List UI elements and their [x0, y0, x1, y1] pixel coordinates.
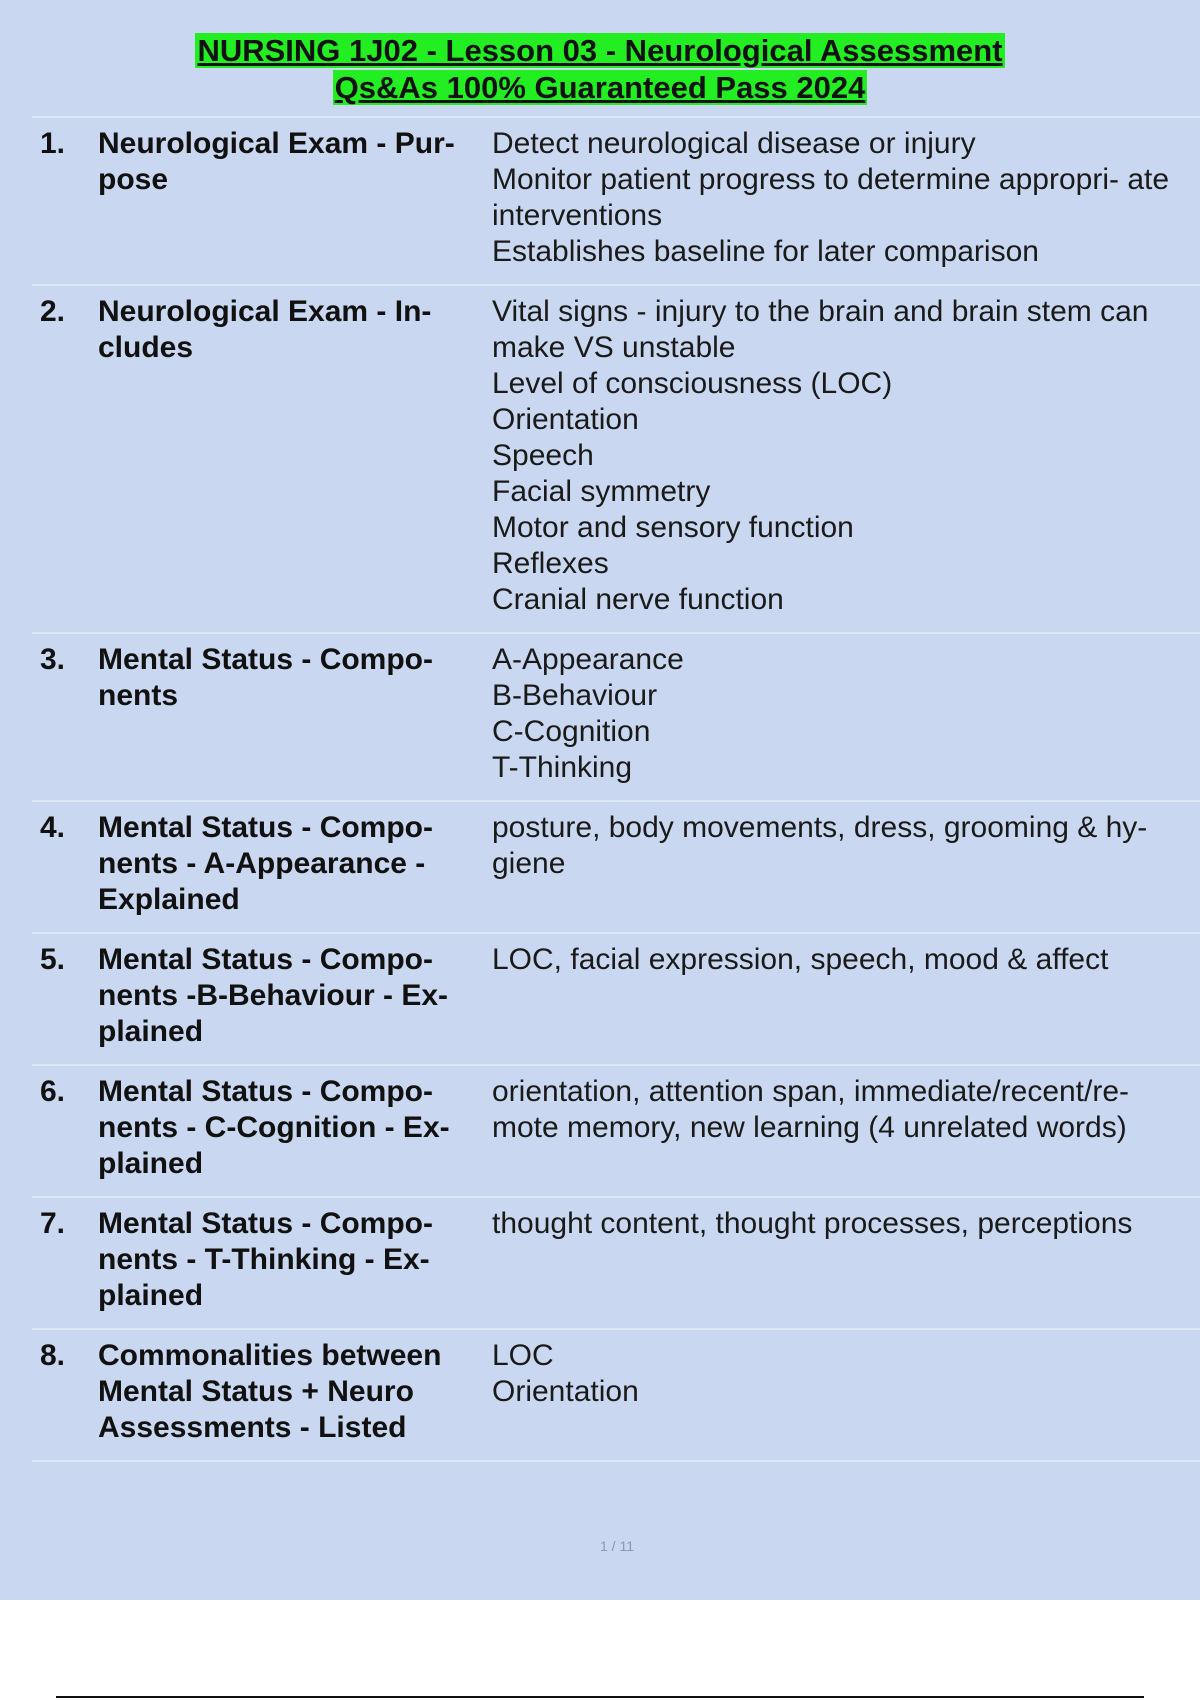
card-number: 6. — [40, 1075, 66, 1108]
flashcard-row — [32, 1328, 1200, 1462]
definition-line: B-Behaviour — [492, 679, 658, 712]
card-term: Neurological Exam - In- cludes — [98, 295, 432, 364]
card-number: 1. — [40, 127, 66, 160]
document-title — [0, 32, 1200, 106]
flashcard-row — [32, 932, 1200, 1064]
card-definition — [492, 1206, 1192, 1314]
definition-line: Reflexes — [492, 547, 609, 580]
definition-line: Monitor patient progress to determine appropri- ate interventions — [492, 163, 1170, 232]
card-term: Mental Status - Compo- nents - T-Thinking - Ex- plained — [98, 1207, 433, 1312]
definition-line: Motor and sensory function — [492, 511, 854, 544]
card-definition — [492, 1338, 1192, 1446]
definition-line: Detect neurological disease or injury — [492, 127, 976, 160]
flashcard-list — [32, 116, 1200, 1462]
page-number: 1 / 11 — [600, 1538, 634, 1554]
page-divider — [56, 1696, 1144, 1698]
definition-line: thought content, thought processes, perceptions — [492, 1207, 1133, 1240]
flashcard-row — [32, 1196, 1200, 1328]
definition-line: Vital signs - injury to the brain and brain stem can make VS unstable — [492, 295, 1149, 364]
card-definition — [492, 810, 1192, 918]
card-term: Mental Status - Compo- nents — [98, 643, 433, 712]
card-term: Commonalities between Mental Status + Neuro Assessments - Listed — [98, 1339, 442, 1444]
card-number: 5. — [40, 943, 66, 976]
card-number: 7. — [40, 1207, 66, 1240]
definition-line: T-Thinking — [492, 751, 633, 784]
card-definition — [492, 1074, 1192, 1182]
definition-line: LOC, facial expression, speech, mood & affect — [492, 943, 1109, 976]
card-number: 3. — [40, 643, 66, 676]
flashcard-row — [32, 1064, 1200, 1196]
definition-line: Speech — [492, 439, 594, 472]
card-definition — [492, 126, 1192, 270]
card-number: 4. — [40, 811, 66, 844]
definition-line: posture, body movements, dress, grooming & hy- giene — [492, 811, 1148, 880]
title-line-2: Qs&As 100% Guaranteed Pass 2024 — [334, 70, 866, 105]
card-term: Mental Status - Compo- nents -B-Behaviour - Ex- plained — [98, 943, 449, 1048]
definition-line: A-Appearance — [492, 643, 684, 676]
card-term: Mental Status - Compo- nents - A-Appearance - Explained — [98, 811, 433, 916]
definition-line: orientation, attention span, immediate/recent/re- mote memory, new learning (4 unrelated words) — [492, 1075, 1130, 1144]
card-term: Neurological Exam - Pur- pose — [98, 127, 455, 196]
definition-line: Orientation — [492, 1375, 639, 1408]
flashcard-row — [32, 116, 1200, 284]
flashcard-row — [32, 284, 1200, 632]
definition-line: C-Cognition — [492, 715, 651, 748]
definition-line: Level of consciousness (LOC) — [492, 367, 893, 400]
title-line-1: NURSING 1J02 - Lesson 03 - Neurological Assessment — [197, 33, 1003, 68]
card-definition — [492, 642, 1192, 786]
definition-line: Orientation — [492, 403, 639, 436]
definition-line: Facial symmetry — [492, 475, 711, 508]
card-number: 2. — [40, 295, 66, 328]
definition-line: Establishes baseline for later comparison — [492, 235, 1039, 268]
definition-line: LOC — [492, 1339, 554, 1372]
card-definition — [492, 294, 1192, 618]
card-number: 8. — [40, 1339, 66, 1372]
card-term: Mental Status - Compo- nents - C-Cognition - Ex- plained — [98, 1075, 450, 1180]
card-definition — [492, 942, 1192, 1050]
flashcard-row — [32, 632, 1200, 800]
definition-line: Cranial nerve function — [492, 583, 784, 616]
flashcard-row — [32, 800, 1200, 932]
